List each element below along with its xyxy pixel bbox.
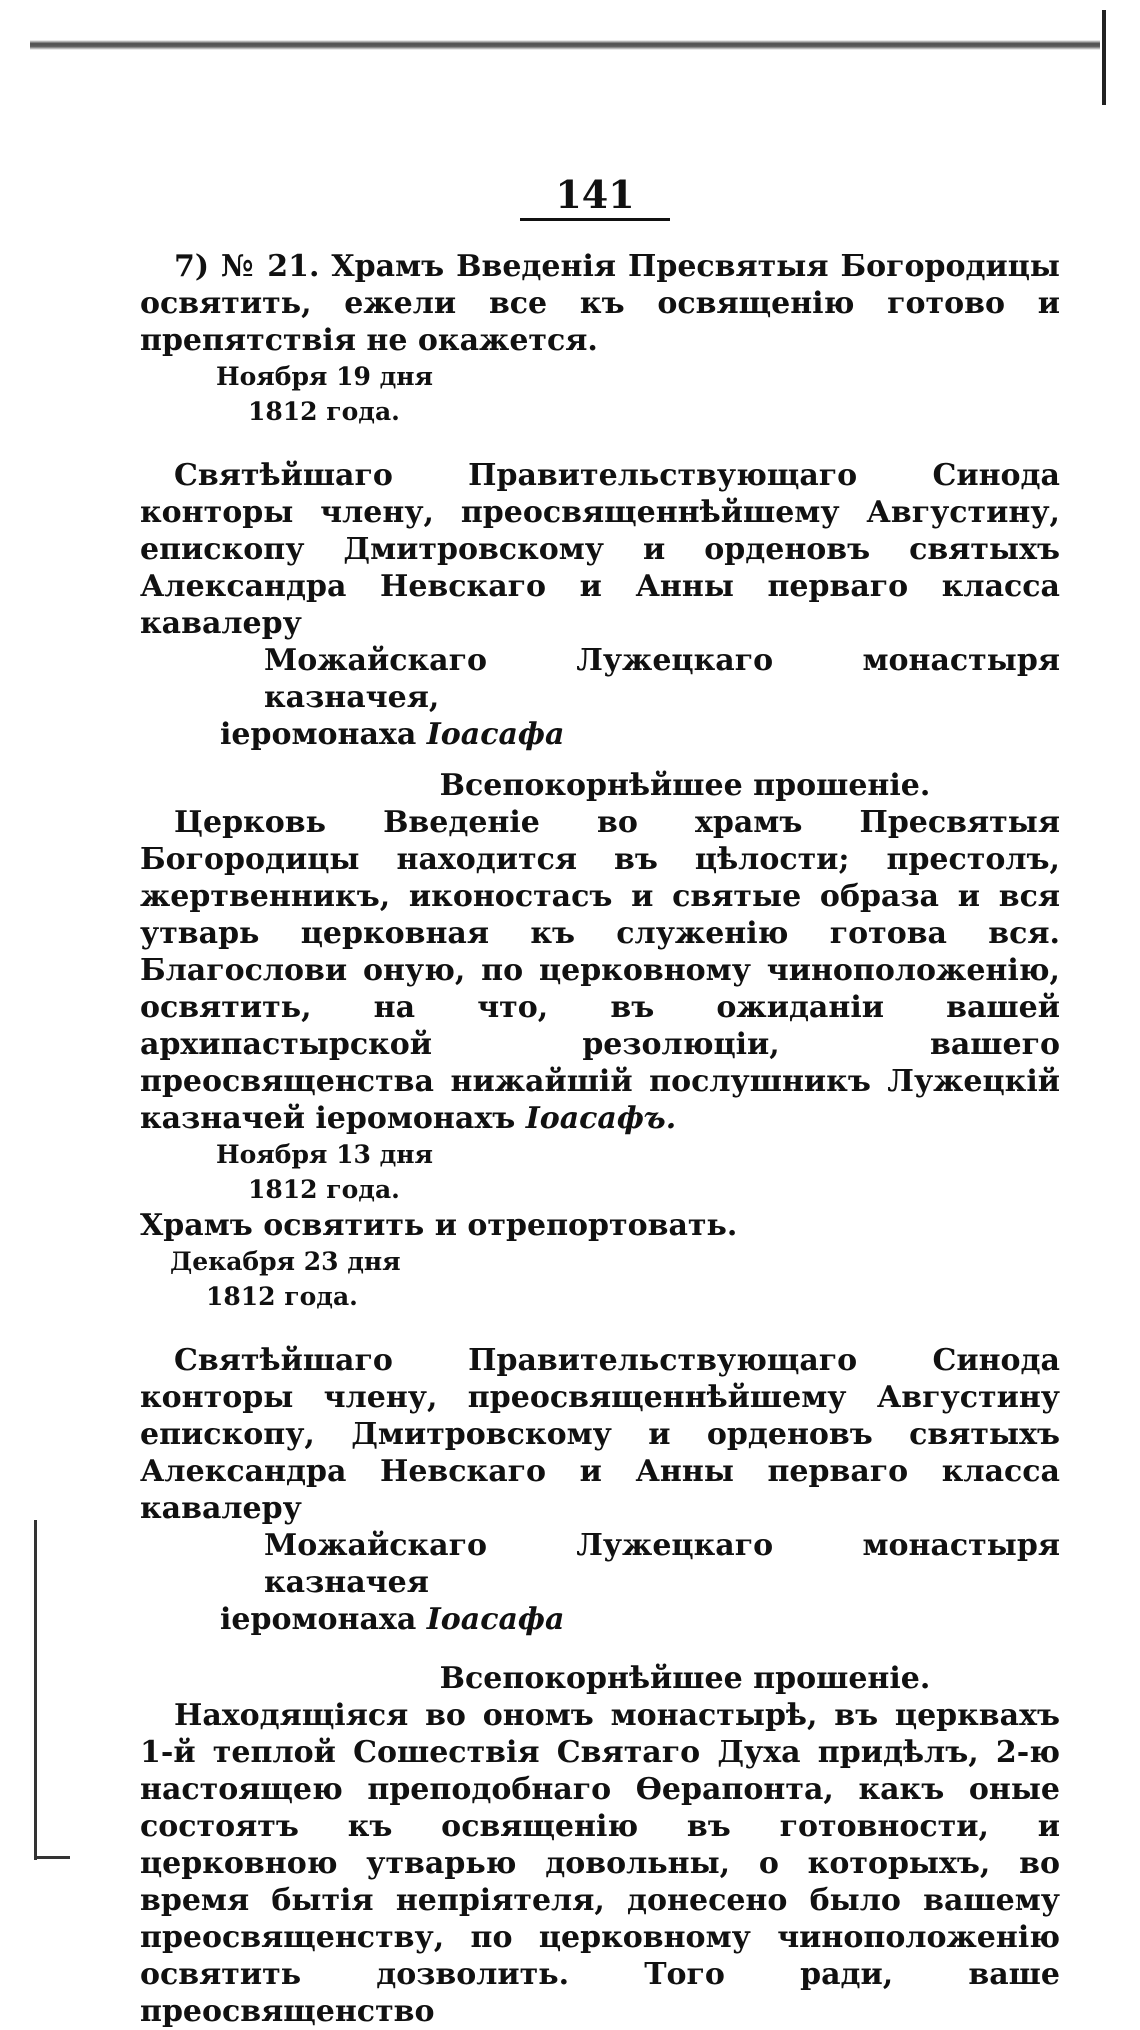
- letter2-body: Находящіяся во ономъ монастырѣ, въ церквахъ 1-й теплой Сошествія Святаго Духа придѣлъ, 2-ю настоящею преподобнаго Ѳерапонта, какъ оные состоятъ къ освященію въ готовности, и церковною утварью довольны, о которыхъ, во время бытія непріятеля, донесено было вашему преосвященству, по церковному чиноположенію освятить дозволить. Того ради, ваше преосвященство: [140, 1698, 1060, 2029]
- letter1-date-year: 1812 года.: [248, 1175, 400, 1204]
- spacer: [140, 429, 1060, 457]
- letter1-title: Всепокорнѣйшее прошеніе.: [439, 768, 931, 803]
- bottom-scan-edge: [34, 1856, 70, 1859]
- letter2-title: Всепокорнѣйшее прошеніе.: [439, 1661, 931, 1696]
- letter1-addressee-name: Іоасафа: [426, 717, 565, 752]
- spacer: [140, 1314, 1060, 1342]
- top-scan-edge: [30, 40, 1100, 50]
- letter2-addressee-name: Іоасафа: [426, 1602, 565, 1637]
- letter1-signature: Іоасафъ.: [525, 1101, 677, 1136]
- right-scan-edge: [1102, 10, 1106, 105]
- letter2-addressee: Можайскаго Лужецкаго монастыря казначея: [264, 1528, 1060, 1600]
- letter2-addressee-rank: іеромонаха: [220, 1602, 417, 1637]
- resolution2-date-year: 1812 года.: [206, 1282, 358, 1311]
- spacer: [140, 753, 1060, 767]
- letter2-address: Святѣйшаго Правительствующаго Синода конторы члену, преосвященнѣйшему Августину епископу, Дмитровскому и орденовъ святыхъ Александра Невскаго и Анны перваго класса кавалеру: [140, 1343, 1060, 1526]
- resolution2-text: Храмъ освятить и отрепортовать.: [140, 1208, 738, 1243]
- letter1-date-day: Ноября 13 дня: [216, 1140, 434, 1169]
- resolution-date-year: 1812 года.: [248, 397, 400, 426]
- letter1-body: [140, 804, 1060, 1137]
- resolution2-date-day: Декабря 23 дня: [170, 1247, 401, 1276]
- letter2-addressee-name-line: [140, 1601, 1060, 1638]
- letter1-addressee: Можайскаго Лужецкаго монастыря казначея,: [264, 643, 1060, 715]
- letter1-address: Святѣйшаго Правительствующаго Синода конторы члену, преосвященнѣйшему Августину, епископу Дмитровскому и орденовъ святыхъ Александра Невскаго и Анны перваго класса кавалеру: [140, 458, 1060, 641]
- letter1-addressee-rank: іеромонаха: [220, 717, 417, 752]
- resolution-date-day: Ноября 19 дня: [216, 362, 434, 391]
- letter1-addressee-name-line: [140, 716, 1060, 753]
- resolution-paragraph: 7) № 21. Храмъ Введенія Пресвятыя Богородицы освятить, ежели все къ освященію готово и препятствія не окажется.: [140, 249, 1060, 358]
- page-content: [140, 248, 1060, 2030]
- page-number-underline: [520, 218, 670, 221]
- page-number: 141: [555, 172, 635, 217]
- spacer: [140, 1638, 1060, 1660]
- letter1-body-text: Церковь Введеніе во храмъ Пресвятыя Богородицы находится въ цѣлости; престолъ, жертвенникъ, иконостасъ и святые образа и вся утварь церковная къ служенію готова вся. Благослови оную, по церковному чиноположенію, освятить, на что, въ ожиданіи вашей архипастырской резолюціи, вашего преосвященства нижайшій послушникъ Лужецкій казначей іеромонахъ: [140, 805, 1060, 1136]
- left-scan-edge: [34, 1520, 37, 1860]
